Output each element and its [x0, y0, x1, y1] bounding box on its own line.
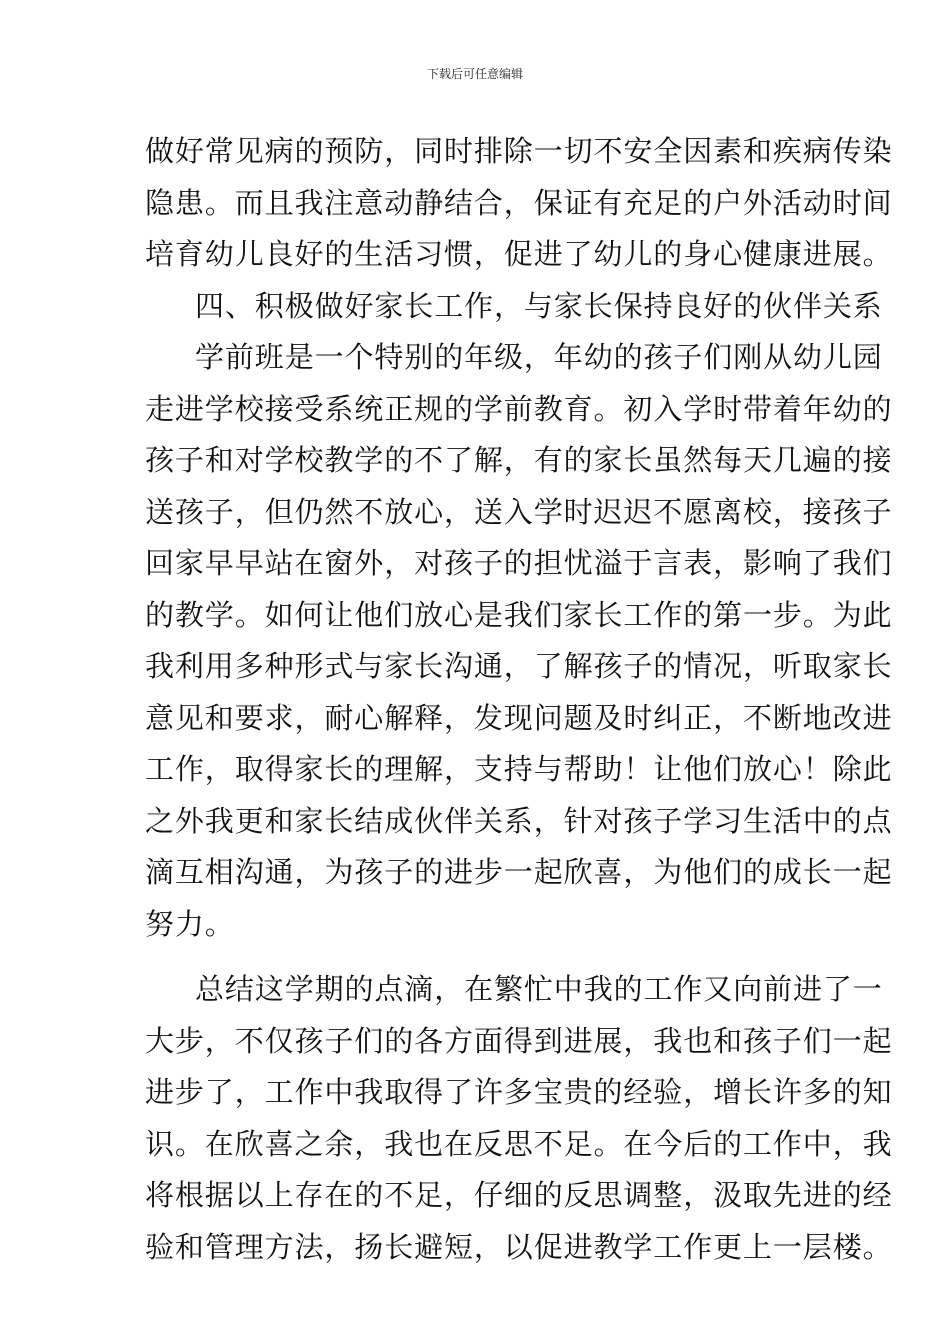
text-line: 进步了，工作中我取得了许多宝贵的经验，增长许多的知 [145, 1075, 893, 1109]
section-heading: 四、积极做好家长工作，与家长保持良好的伙伴关系 [195, 288, 883, 323]
text-line: 我利用多种形式与家长沟通，了解孩子的情况，听取家长 [145, 649, 893, 683]
text-line: 努力。 [145, 906, 235, 941]
text-line: 将根据以上存在的不足，仔细的反思调整，汲取先进的经 [145, 1178, 893, 1212]
text-line: 培育幼儿良好的生活习惯，促进了幼儿的身心健康进展。 [145, 237, 893, 271]
text-line: 回家早早站在窗外，对孩子的担忧溢于言表，影响了我们 [145, 546, 893, 580]
text-line: 走进学校接受系统正规的学前教育。初入学时带着年幼的 [145, 391, 893, 426]
text-line: 隐患。而且我注意动静结合，保证有充足的户外活动时间 [145, 185, 893, 220]
page-header: 下载后可任意编辑 [426, 67, 523, 81]
text-line: 识。在欣喜之余，我也在反思不足。在今后的工作中，我 [145, 1126, 893, 1161]
text-line: 之外我更和家长结成伙伴关系，针对孩子学习生活中的点 [145, 803, 893, 838]
document-body [145, 126, 893, 1273]
text-line: 孩子和对学校教学的不了解，有的家长虽然每天几遍的接 [145, 443, 893, 477]
text-line: 工作，取得家长的理解，支持与帮助！让他们放心！除此 [145, 752, 893, 786]
text-line: 意见和要求，耐心解释，发现问题及时纠正，不断地改进 [145, 700, 893, 735]
text-line: 验和管理方法，扬长避短，以促进教学工作更上一层楼。 [145, 1229, 893, 1264]
text-line: 送孩子，但仍然不放心，送入学时迟迟不愿离校，接孩子 [145, 494, 893, 529]
text-line: 做好常见病的预防，同时排除一切不安全因素和疾病传染 [145, 134, 893, 168]
text-line: 滴互相沟通，为孩子的进步一起欣喜，为他们的成长一起 [145, 855, 893, 889]
text-line: 学前班是一个特别的年级，年幼的孩子们刚从幼儿园 [195, 340, 883, 374]
text-line: 大步，不仅孩子们的各方面得到进展，我也和孩子们一起 [145, 1023, 893, 1058]
text-line: 总结这学期的点滴，在繁忙中我的工作又向前进了一 [195, 972, 883, 1006]
text-line: 的教学。如何让他们放心是我们家长工作的第一步。为此 [145, 597, 893, 632]
